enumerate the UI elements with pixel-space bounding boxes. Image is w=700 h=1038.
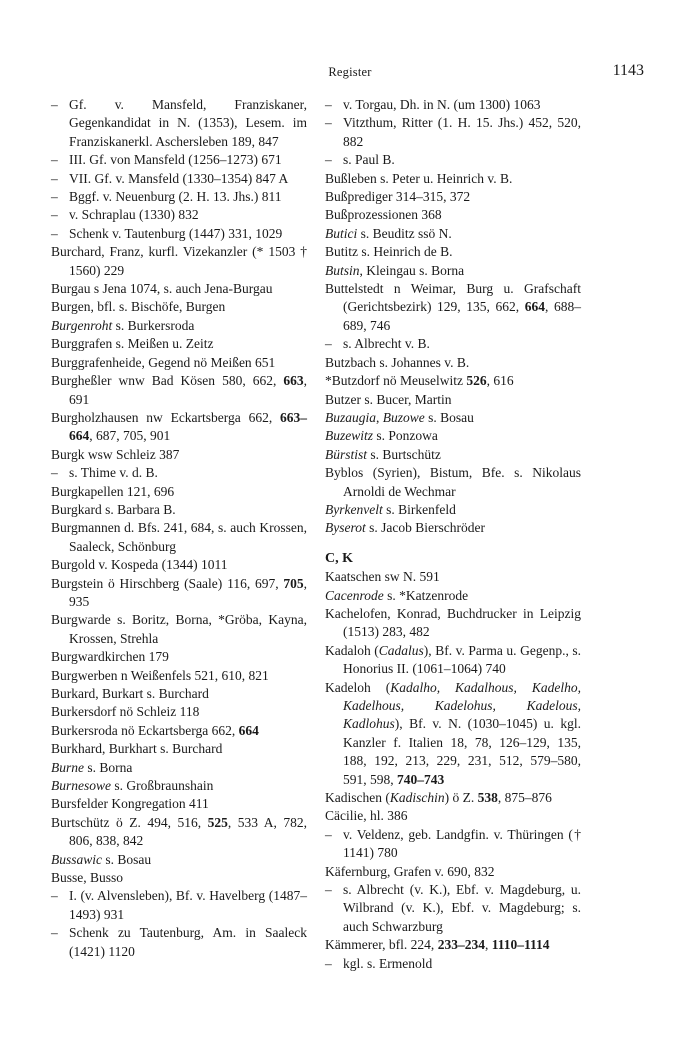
running-header: Register — [328, 65, 372, 79]
index-entry: Burgstein ö Hirschberg (Saale) 116, 697, 705, 935 — [51, 575, 307, 609]
section-heading: C, K — [325, 550, 353, 566]
index-entry: Burgen, bfl. s. Bischöfe, Burgen — [51, 299, 226, 315]
subentry-dash: – — [51, 465, 58, 481]
subentry-dash: – — [51, 888, 58, 904]
subentry-dash: – — [51, 170, 58, 186]
index-entry: Bürstist s. Burtschütz — [325, 446, 441, 462]
index-entry: Kaatschen sw N. 591 — [325, 569, 440, 585]
index-entry: Bußprozessionen 368 — [325, 207, 442, 223]
index-entry: Burkhard, Burkhart s. Burchard — [51, 741, 223, 757]
index-entry: Butici s. Beuditz ssö N. — [325, 225, 452, 241]
index-subentry: – Bggf. v. Neuenburg (2. H. 13. Jhs.) 811 — [51, 188, 307, 206]
subentry-dash: – — [51, 225, 58, 241]
subentry-dash: – — [51, 207, 58, 223]
index-entry: Burgwerben n Weißenfels 521, 610, 821 — [51, 667, 269, 683]
index-entry: Burkersdorf nö Schleiz 118 — [51, 704, 200, 720]
subentry-dash: – — [325, 882, 332, 898]
subentry-dash: – — [51, 925, 58, 941]
index-entry: Butsin, Kleingau s. Borna — [325, 262, 465, 278]
index-entry: Burgkard s. Barbara B. — [51, 501, 176, 517]
index-entry: Bursfelder Kongregation 411 — [51, 796, 209, 812]
index-entry: Kadeloh (Kadalho, Kadalhous, Kadelho, Kadelhous, Kadelohus, Kadelous, Kadlohus), Bf. v. N. (1030–1045) u. kgl. Kanzler f. Italien 18, 78, 126–129, 135, 188, 192, 213, 229, 231, 512, 579–580, 591, 598, 740–743 — [325, 679, 582, 787]
subentry-dash: – — [51, 189, 58, 205]
subentry-dash: – — [51, 152, 58, 168]
index-entry: Burggrafen s. Meißen u. Zeitz — [51, 336, 214, 352]
index-subentry: – s. Thime v. d. B. — [51, 464, 307, 482]
index-subentry: – v. Veldenz, geb. Landgfin. v. Thüringen († 1141) 780 — [325, 826, 581, 861]
subentry-dash: – — [325, 955, 332, 971]
subentry-dash: – — [325, 152, 332, 168]
index-entry: Kadischen (Kadischin) ö Z. 538, 875–876 — [325, 790, 552, 806]
index-entry: Busse, Busso — [51, 870, 124, 886]
index-entry: Käfernburg, Grafen v. 690, 832 — [325, 863, 495, 879]
index-entry: Burne s. Borna — [51, 759, 133, 775]
index-entry: Burgheßler wnw Bad Kösen 580, 662, 663, 691 — [51, 373, 307, 407]
index-entry: Bußprediger 314–315, 372 — [325, 189, 471, 205]
index-entry: Bussawic s. Bosau — [51, 851, 152, 867]
index-subentry: – s. Paul B. — [325, 151, 581, 169]
index-entry: *Butzdorf nö Meuselwitz 526, 616 — [325, 373, 514, 389]
index-entry: Byserot s. Jacob Bierschröder — [325, 520, 485, 536]
index-entry: Buttelstedt n Weimar, Burg u. Grafschaft (Gerichtsbezirk) 129, 135, 662, 664, 688–689, 746 — [325, 281, 581, 333]
index-entry: Buzewitz s. Ponzowa — [325, 428, 438, 444]
index-entry: Burgkapellen 121, 696 — [51, 483, 175, 499]
index-entry: Burggrafenheide, Gegend nö Meißen 651 — [51, 354, 276, 370]
index-entry: Burnesowe s. Großbraunshain — [51, 778, 214, 794]
subentry-dash: – — [325, 115, 332, 131]
index-subentry: – Vitzthum, Ritter (1. H. 15. Jhs.) 452, 520, 882 — [325, 115, 581, 149]
index-column-left — [51, 96, 307, 961]
index-subentry: – VII. Gf. v. Mansfeld (1330–1354) 847 A — [51, 170, 307, 188]
index-entry: Burchard, Franz, kurfl. Vizekanzler (* 1503 † 1560) 229 — [51, 244, 307, 278]
index-entry: Burkard, Burkart s. Burchard — [51, 686, 209, 701]
subentry-dash: – — [51, 97, 58, 112]
index-entry: Burkersroda nö Eckartsberga 662, 664 — [51, 722, 259, 738]
page-number: 1143 — [612, 62, 644, 79]
index-entry: Cacenrode s. *Katzenrode — [325, 587, 469, 603]
index-subentry: – Gf. v. Mansfeld, Franziskaner, Gegenkandidat in N. (1353), Lesem. im Franziskanerkl. Aschersleben 189, 847 — [51, 97, 307, 149]
index-entry: Byrkenvelt s. Birkenfeld — [325, 501, 456, 517]
index-entry: Burgholzhausen nw Eckartsberga 662, 663–664, 687, 705, 901 — [51, 409, 307, 444]
index-entry: Burgold v. Kospeda (1344) 1011 — [51, 557, 228, 573]
index-entry: Burgk wsw Schleiz 387 — [51, 446, 180, 462]
index-entry: Kadaloh (Cadalus), Bf. v. Parma u. Gegenp., s. Honorius II. (1061–1064) 740 — [325, 642, 581, 677]
subentry-dash: – — [325, 336, 332, 352]
index-subentry: – s. Albrecht v. B. — [325, 335, 581, 353]
index-subentry: – v. Torgau, Dh. in N. (um 1300) 1063 — [325, 96, 581, 114]
index-entry: Bußleben s. Peter u. Heinrich v. B. — [325, 170, 513, 186]
index-entry: Burgenroht s. Burkersroda — [51, 317, 195, 333]
index-entry: Buzaugia, Buzowe s. Bosau — [325, 409, 474, 425]
index-column-right — [325, 96, 581, 973]
index-entry: Burgwarde s. Boritz, Borna, *Gröba, Kayna, Krossen, Strehla — [51, 612, 307, 646]
index-subentry: – kgl. s. Ermenold — [325, 955, 581, 973]
index-subentry: – I. (v. Alvensleben), Bf. v. Havelberg (1487–1493) 931 — [51, 888, 307, 922]
index-subentry: – v. Schraplau (1330) 832 — [51, 206, 307, 224]
index-subentry: – s. Albrecht (v. K.), Ebf. v. Magdeburg, u. Wilbrand (v. K.), Ebf. v. Magdeburg; s. auch Schwarzburg — [325, 882, 581, 934]
index-subentry: – Schenk v. Tautenburg (1447) 331, 1029 — [51, 225, 307, 243]
subentry-dash: – — [325, 97, 332, 112]
index-entry: Butzbach s. Johannes v. B. — [325, 354, 470, 370]
index-entry: Burgmannen d. Bfs. 241, 684, s. auch Krossen, Saaleck, Schönburg — [51, 520, 307, 554]
index-entry: Burgwardkirchen 179 — [51, 649, 169, 665]
index-entry: Burgau s Jena 1074, s. auch Jena-Burgau — [51, 281, 273, 297]
index-entry: Burtschütz ö Z. 494, 516, 525, 533 A, 782, 806, 838, 842 — [51, 814, 307, 849]
index-entry: Byblos (Syrien), Bistum, Bfe. s. Nikolaus Arnoldi de Wechmar — [325, 465, 581, 499]
index-entry: Kämmerer, bfl. 224, 233–234, 1110–1114 — [325, 937, 550, 953]
index-entry: Kachelofen, Konrad, Buchdrucker in Leipzig (1513) 283, 482 — [325, 605, 581, 640]
index-entry: Cäcilie, hl. 386 — [325, 808, 408, 824]
subentry-dash: – — [325, 826, 332, 842]
index-subentry: – III. Gf. von Mansfeld (1256–1273) 671 — [51, 151, 307, 169]
index-entry: Butzer s. Bucer, Martin — [325, 391, 452, 407]
index-entry: Butitz s. Heinrich de B. — [325, 244, 453, 260]
index-subentry: – Schenk zu Tautenburg, Am. in Saaleck (1421) 1120 — [51, 925, 307, 959]
